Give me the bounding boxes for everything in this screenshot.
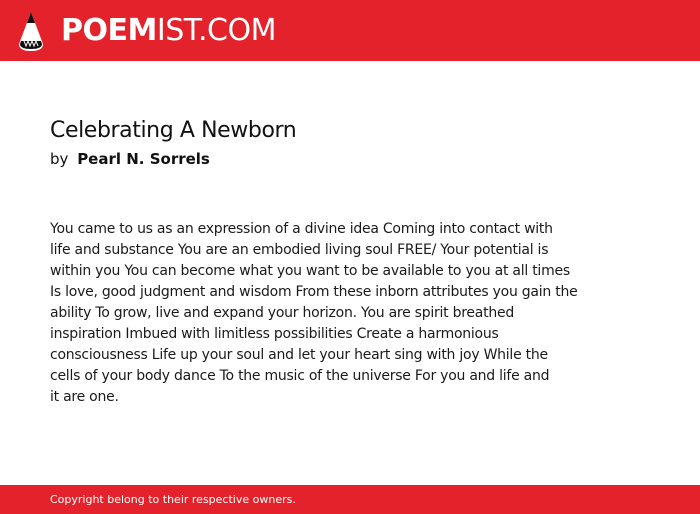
poem-line: inspiration Imbued with limitless possibilities Create a harmonious bbox=[50, 326, 499, 342]
site-logo[interactable] bbox=[61, 13, 276, 49]
site-footer bbox=[0, 485, 700, 514]
poem-line: cells of your body dance To the music of the universe For you and life and bbox=[50, 368, 550, 384]
logo-text-bold: POEM bbox=[61, 13, 157, 48]
copyright-notice: Copyright belong to their respective owners. bbox=[50, 493, 296, 506]
byline bbox=[50, 149, 210, 169]
poem-body bbox=[50, 219, 610, 408]
author-name[interactable]: Pearl N. Sorrels bbox=[77, 150, 210, 168]
pencil-tip-icon[interactable] bbox=[18, 11, 44, 52]
poem-line: ability To grow, live and expand your horizon. You are spirit breathed bbox=[50, 305, 514, 321]
poem-line: life and substance You are an embodied living soul FREE/ Your potential is bbox=[50, 242, 549, 258]
logo-text-light: IST.COM bbox=[156, 13, 276, 48]
poem-line: it are one. bbox=[50, 389, 119, 405]
poem-line: consciousness Life up your soul and let your heart sing with joy While the bbox=[50, 347, 548, 363]
site-header bbox=[0, 0, 700, 61]
poem-title: Celebrating A Newborn bbox=[50, 118, 297, 143]
by-label: by bbox=[50, 150, 69, 168]
poem-line: You came to us as an expression of a divine idea Coming into contact with bbox=[50, 221, 553, 237]
poem-line: within you You can become what you want to be available to you at all times bbox=[50, 263, 570, 279]
poem-line: Is love, good judgment and wisdom From these inborn attributes you gain the bbox=[50, 284, 578, 300]
